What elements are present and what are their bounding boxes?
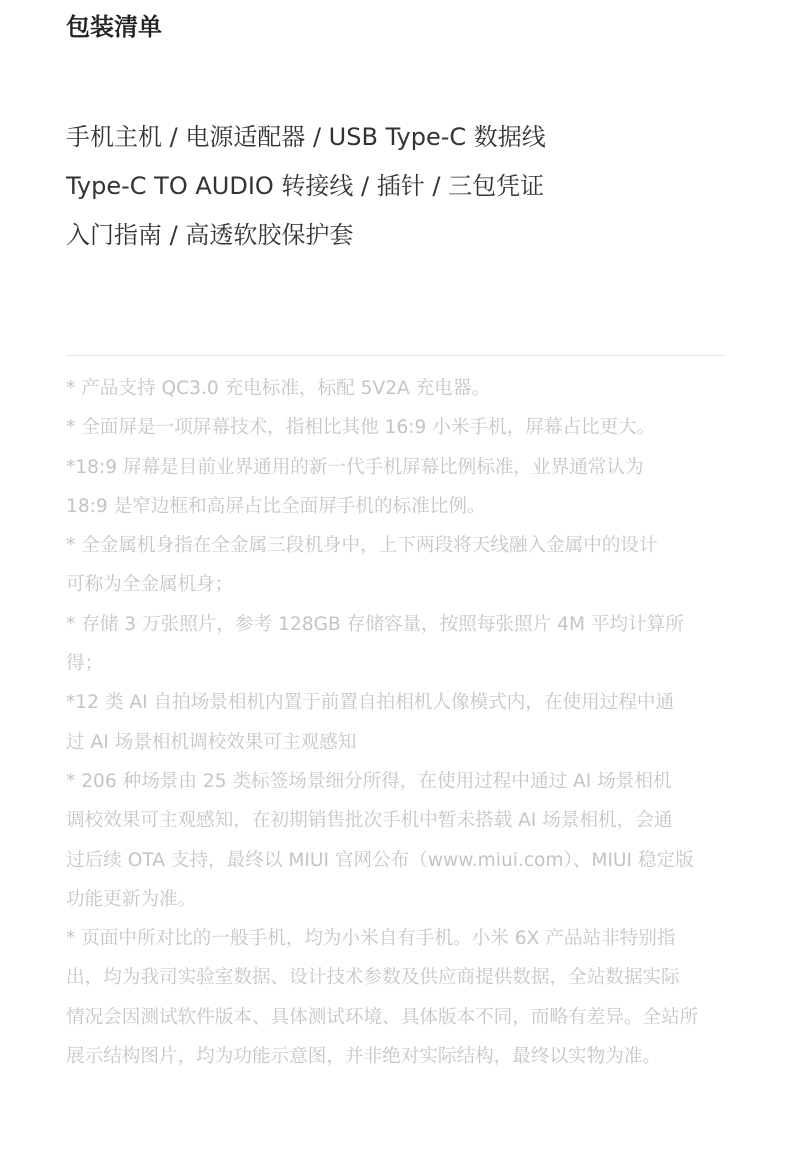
- footnote-line: * 全面屏是一项屏幕技术，指相比其他 16:9 小米手机，屏幕占比更大。: [66, 417, 656, 439]
- footnotes-list: [66, 369, 728, 1076]
- footnote-line: 可称为全金属机身；: [66, 574, 234, 596]
- package-contents-line: Type-C TO AUDIO 转接线 / 插针 / 三包凭证: [66, 172, 545, 200]
- footnote-line: 情况会因测试软件版本、具体测试环境、具体版本不同，而略有差异。全站所: [66, 1006, 699, 1028]
- divider: [66, 355, 724, 356]
- footnote-line: 18:9 是窄边框和高屏占比全面屏手机的标准比例。: [66, 495, 486, 517]
- footnote-line: * 全金属机身指在全金属三段机身中，上下两段将天线融入金属中的设计: [66, 535, 658, 557]
- footnote-line: 过后续 OTA 支持，最终以 MIUI 官网公布（www.miui.com）、MIUI 稳定版: [66, 849, 694, 871]
- section-title: 包装清单: [66, 13, 162, 41]
- footnote-line: * 206 种场景由 25 类标签场景细分所得，在使用过程中通过 AI 场景相机: [66, 770, 672, 792]
- package-contents-list: [66, 113, 726, 260]
- footnote-line: 调校效果可主观感知，在初期销售批次手机中暂未搭载 AI 场景相机，会通: [66, 810, 673, 832]
- footnote-line: *12 类 AI 自拍场景相机内置于前置自拍相机人像模式内，在使用过程中通: [66, 692, 675, 714]
- footnote-line: 展示结构图片，均为功能示意图，并非绝对实际结构，最终以实物为准。: [66, 1046, 662, 1068]
- footnote-line: * 产品支持 QC3.0 充电标准，标配 5V2A 充电器。: [66, 378, 491, 399]
- footnote-line: 出，均为我司实验室数据、设计技术参数及供应商提供数据，全站数据实际: [66, 967, 680, 989]
- footnote-line: *18:9 屏幕是目前业界通用的新一代手机屏幕比例标准，业界通常认为: [66, 456, 644, 478]
- footnote-line: * 存储 3 万张照片，参考 128GB 存储容量，按照每张照片 4M 平均计算所: [66, 613, 684, 635]
- packing-list-section: [66, 0, 726, 1162]
- footnote-line: 得；: [66, 653, 104, 675]
- footnote-line: * 页面中所对比的一般手机，均为小米自有手机。小米 6X 产品站非特别指: [66, 928, 676, 950]
- package-contents-line: 入门指南 / 高透软胶保护套: [66, 221, 354, 249]
- footnote-line: 过 AI 场景相机调校效果可主观感知: [66, 731, 357, 753]
- footnote-line: 功能更新为准。: [66, 888, 197, 910]
- package-contents-line: 手机主机 / 电源适配器 / USB Type-C 数据线: [66, 123, 546, 151]
